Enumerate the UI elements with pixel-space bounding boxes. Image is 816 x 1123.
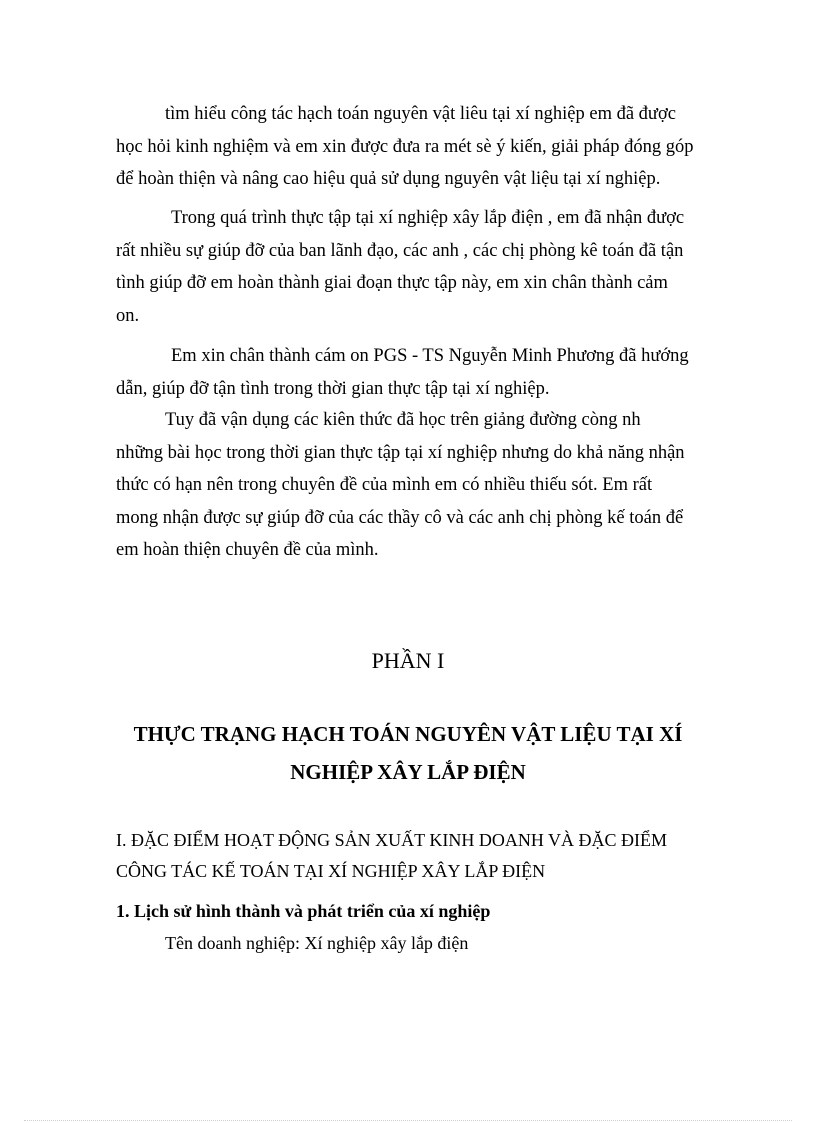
text-line: dẫn, giúp đỡ tận tình trong thời gian thực tập tại xí nghiệp. (116, 378, 550, 399)
text-line: em hoàn thiện chuyên đề của mình. (116, 540, 379, 560)
section-heading-line: CÔNG TÁC KẾ TOÁN TẠI XÍ NGHIỆP XÂY LẮP ĐIỆN (116, 861, 546, 881)
intro-paragraph-4 (116, 404, 720, 567)
subsection-title: 1. Lịch sử hình thành và phát triển của xí nghiệp (116, 901, 491, 921)
text-line: những bài học trong thời gian thực tập tại xí nghiệp nhưng do khả năng nhận (116, 442, 685, 463)
intro-paragraph-1 (116, 98, 720, 196)
part-label: PHẦN I (371, 648, 445, 673)
section-heading-line: I. ĐẶC ĐIỂM HOẠT ĐỘNG SẢN XUẤT KINH DOANH VÀ ĐẶC ĐIỂM (116, 830, 667, 850)
company-name-line: Tên doanh nghiệp: Xí nghiệp xây lắp điện (165, 933, 469, 953)
intro-paragraph-3 (116, 340, 720, 405)
text-line: để hoàn thiện và nâng cao hiệu quả sử dụng nguyên vật liệu tại xí nghiệp. (116, 169, 661, 189)
part-title-line: THỰC TRẠNG HẠCH TOÁN NGUYÊN VẬT LIỆU TẠI XÍ (133, 722, 683, 746)
section-heading (116, 825, 736, 887)
text-line: Em xin chân thành cám on PGS - TS Nguyễn Minh Phương đã hướng (171, 346, 689, 366)
part-title (0, 715, 816, 791)
text-line: Tuy đã vận dụng các kiên thức đã học trên giảng đường còng nh (165, 410, 641, 430)
text-line: thức có hạn nên trong chuyên đề của mình em có nhiều thiếu sót. Em rất (116, 475, 653, 495)
text-line: học hỏi kinh nghiệm và em xin được đưa ra mét sè ý kiến, giải pháp đóng góp (116, 136, 694, 157)
text-line: tìm hiểu công tác hạch toán nguyên vật liêu tại xí nghiệp em đã được (165, 104, 676, 124)
intro-paragraph-2 (116, 202, 720, 332)
part-title-line: NGHIỆP XÂY LẮP ĐIỆN (290, 760, 526, 784)
page-bottom-divider (24, 1120, 792, 1121)
text-line: mong nhận được sự giúp đỡ của các thầy cô và các anh chị phòng kế toán để (116, 507, 684, 528)
text-line: Trong quá trình thực tập tại xí nghiệp xây lắp điện , em đã nhận được (171, 208, 685, 228)
text-line: rất nhiều sự giúp đỡ của ban lãnh đạo, các anh , các chị phòng kê toán đã tận (116, 240, 684, 261)
text-line: tình giúp đỡ em hoàn thành giai đoạn thực tập này, em xin chân thành cảm (116, 273, 668, 293)
text-line: on. (116, 305, 140, 326)
